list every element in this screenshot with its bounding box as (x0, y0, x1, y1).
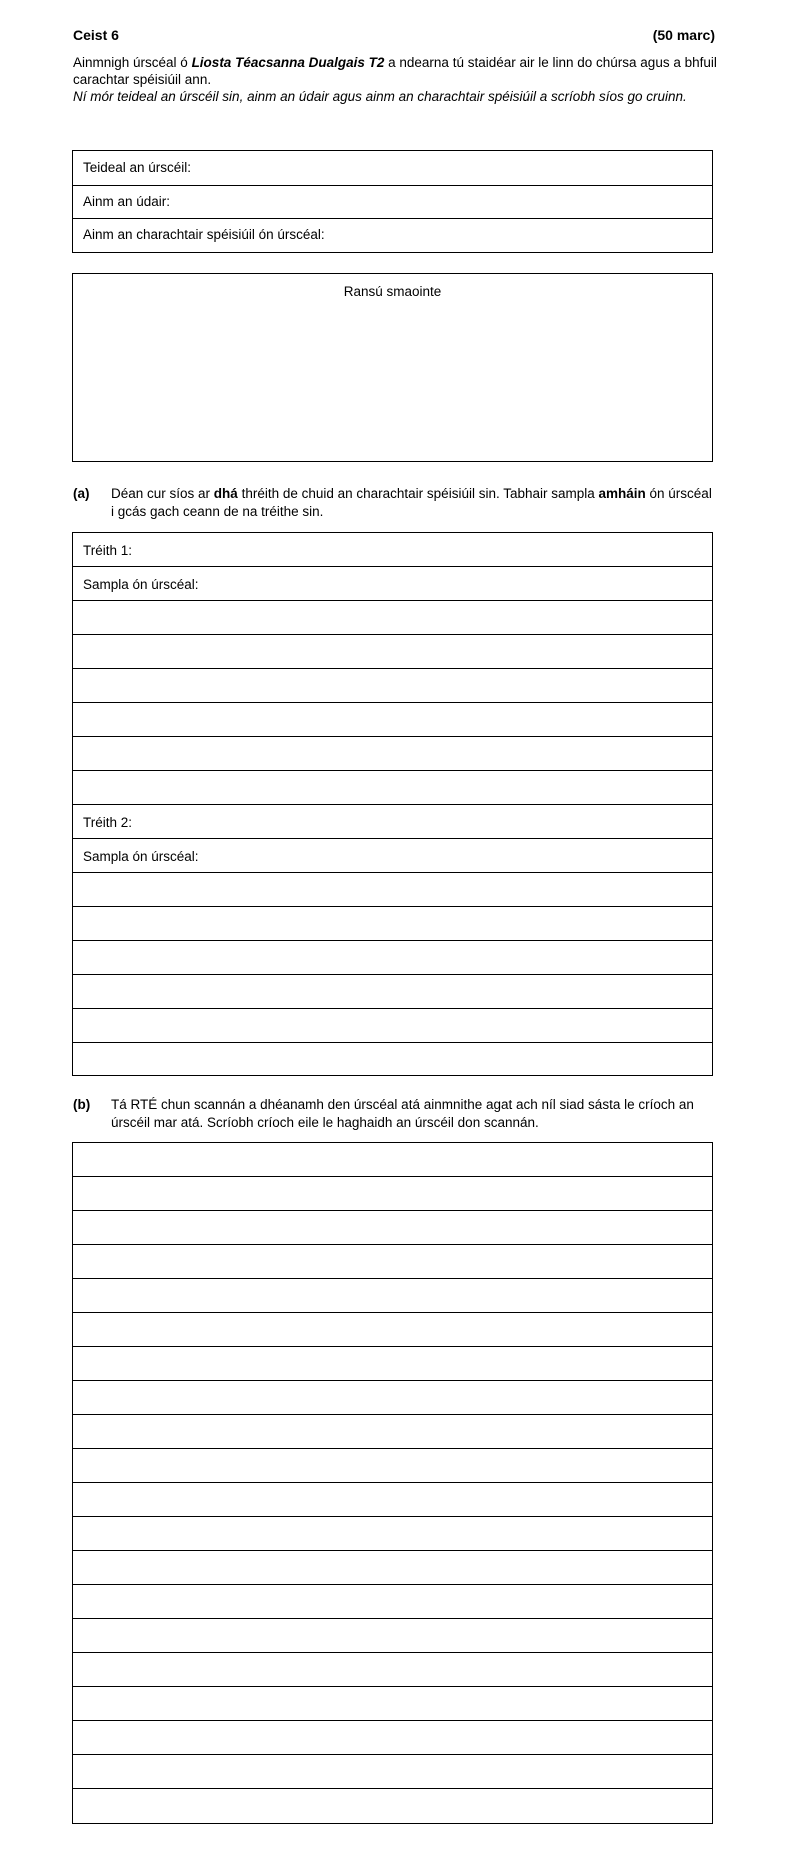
answer-line[interactable] (73, 1009, 712, 1043)
marks-label: (50 marc) (652, 27, 715, 43)
answer-line[interactable] (73, 1279, 712, 1313)
answer-line[interactable] (73, 1721, 712, 1755)
answer-line[interactable] (73, 1483, 712, 1517)
answer-line[interactable] (73, 771, 712, 805)
part-b-question (73, 1096, 718, 1132)
answer-line[interactable] (73, 1347, 712, 1381)
part-a-answer-table (72, 532, 713, 1076)
answer-line[interactable] (73, 635, 712, 669)
answer-line[interactable] (73, 873, 712, 907)
question-intro (73, 54, 723, 105)
sample-2-row[interactable]: Sampla ón úrscéal: (73, 839, 712, 873)
part-b-label: (b) (73, 1097, 91, 1112)
novel-details-table (72, 150, 713, 253)
answer-line[interactable] (73, 975, 712, 1009)
novel-title-field[interactable]: Teideal an úrscéil: (73, 151, 712, 186)
answer-line[interactable] (73, 1177, 712, 1211)
part-a-label: (a) (73, 486, 90, 501)
answer-line[interactable] (73, 1653, 712, 1687)
answer-line[interactable] (73, 1551, 712, 1585)
answer-line[interactable] (73, 1043, 712, 1077)
answer-line[interactable] (73, 1755, 712, 1789)
answer-line[interactable] (73, 1517, 712, 1551)
answer-line[interactable] (73, 1381, 712, 1415)
trait-2-row[interactable]: Tréith 2: (73, 805, 712, 839)
answer-line[interactable] (73, 1585, 712, 1619)
answer-line[interactable] (73, 1245, 712, 1279)
part-b-text: Tá RTÉ chun scannán a dhéanamh den úrscéal atá ainmnithe agat ach níl siad sásta le críoch an úrscéil mar atá. Scríobh críoch eile le haghaidh an úrscéil don scannán. (111, 1097, 694, 1130)
answer-line[interactable] (73, 1143, 712, 1177)
brainstorm-box[interactable] (72, 273, 713, 462)
answer-line[interactable] (73, 1687, 712, 1721)
answer-line[interactable] (73, 669, 712, 703)
answer-line[interactable] (73, 907, 712, 941)
sample-1-row[interactable]: Sampla ón úrscéal: (73, 567, 712, 601)
character-name-field[interactable]: Ainm an charachtair spéisiúil ón úrscéal: (83, 227, 325, 242)
answer-line[interactable] (73, 1789, 712, 1823)
trait-1-row[interactable]: Tréith 1: (73, 533, 712, 567)
brainstorm-label: Ransú smaointe (343, 284, 442, 299)
intro-line-1: Ainmnigh úrscéal ó Liosta Téacsanna Dualgais T2 a ndearna tú staidéar air le linn do chúrsa agus a bhfuil carachtar spéisiúil ann. (73, 55, 717, 87)
answer-line[interactable] (73, 737, 712, 771)
answer-line[interactable] (73, 703, 712, 737)
answer-line[interactable] (73, 1313, 712, 1347)
answer-line[interactable] (73, 601, 712, 635)
part-a-question (73, 485, 718, 521)
question-title: Ceist 6 (73, 27, 119, 43)
part-b-answer-box (72, 1142, 713, 1824)
answer-line[interactable] (73, 1415, 712, 1449)
author-name-field[interactable]: Ainm an údair: (73, 186, 712, 219)
part-a-text: Déan cur síos ar dhá thréith de chuid an charachtair spéisiúil sin. Tabhair sampla amháin ón úrscéal i gcás gach ceann de na tréithe sin. (111, 486, 712, 519)
answer-line[interactable] (73, 1211, 712, 1245)
text-list-name: Liosta Téacsanna Dualgais T2 (191, 55, 385, 70)
answer-line[interactable] (73, 1619, 712, 1653)
answer-line[interactable] (73, 941, 712, 975)
answer-line[interactable] (73, 1449, 712, 1483)
intro-line-2: Ní mór teideal an úrscéil sin, ainm an údair agus ainm an charachtair spéisiúil a scríobh síos go cruinn. (73, 89, 687, 104)
